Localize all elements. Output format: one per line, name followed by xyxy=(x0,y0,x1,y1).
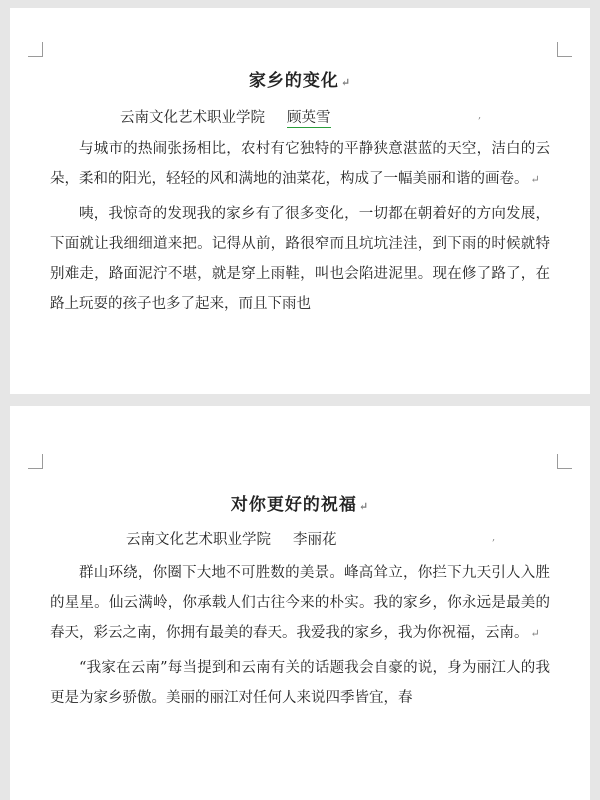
article-title-text: 家乡的变化 xyxy=(248,71,339,91)
body-paragraph xyxy=(50,653,550,713)
body-paragraph xyxy=(50,134,550,195)
paragraph-text: 群山环绕，你圈下大地不可胜数的美景。峰高耸立，你拦下九天引人入胜的星星。仙云满岭，你承载人们古往今来的朴实。我的家乡，你永远是最美的春天，彩云之南，你拥有最美的春天。我爱我的家乡，我为你祝福，云南。 xyxy=(50,565,550,641)
page-area xyxy=(42,406,558,800)
page-area xyxy=(42,8,558,394)
text-cursor-mark: , xyxy=(492,532,496,543)
margin-corner-top-right xyxy=(557,42,572,57)
document-page-2 xyxy=(10,406,590,800)
margin-corner-top-left xyxy=(28,42,43,57)
article-title xyxy=(42,66,558,91)
byline-school: 云南文化艺术职业学院 xyxy=(126,532,271,548)
document-page-1 xyxy=(10,8,590,394)
paragraph-mark: ↵ xyxy=(530,627,540,640)
byline xyxy=(126,528,337,549)
paragraph-text: 咦，我惊奇的发现我的家乡有了很多变化，一切都在朝着好的方向发展，下面就让我细细道来把。记得从前，路很窄而且坑坑洼洼，到下雨的时候就特别难走，路面泥泞不堪，就是穿上雨鞋，叫也会陷进泥里。现在修了路了，在路上玩耍的孩子也多了起来，而且下雨也 xyxy=(50,206,550,312)
paragraph-mark: ↵ xyxy=(530,173,540,186)
article-title xyxy=(42,490,558,515)
margin-corner-top-left xyxy=(28,454,43,469)
paragraph-mark: ↵ xyxy=(358,500,370,513)
byline-author: 李丽花 xyxy=(293,532,337,548)
byline-author: 顾英雪 xyxy=(287,110,331,126)
paragraph-mark: ↵ xyxy=(340,76,352,89)
text-cursor-mark: , xyxy=(478,110,482,121)
body-paragraph xyxy=(50,558,550,649)
margin-corner-top-right xyxy=(557,454,572,469)
article-body xyxy=(50,134,550,319)
byline-school: 云南文化艺术职业学院 xyxy=(120,110,265,126)
paragraph-text: 与城市的热闹张扬相比，农村有它独特的平静狭意湛蓝的天空，洁白的云朵，柔和的阳光，轻轻的风和满地的油菜花，构成了一幅美丽和谐的画卷。 xyxy=(50,141,550,187)
body-paragraph xyxy=(50,199,550,319)
article-title-text: 对你更好的祝福 xyxy=(230,495,357,515)
page-separator xyxy=(0,394,600,406)
article-body xyxy=(50,558,550,713)
byline xyxy=(120,106,331,127)
paragraph-text: “我家在云南”每当提到和云南有关的话题我会自豪的说，身为丽江人的我更是为家乡骄傲。美丽的丽江对任何人来说四季皆宜，春 xyxy=(50,660,550,706)
